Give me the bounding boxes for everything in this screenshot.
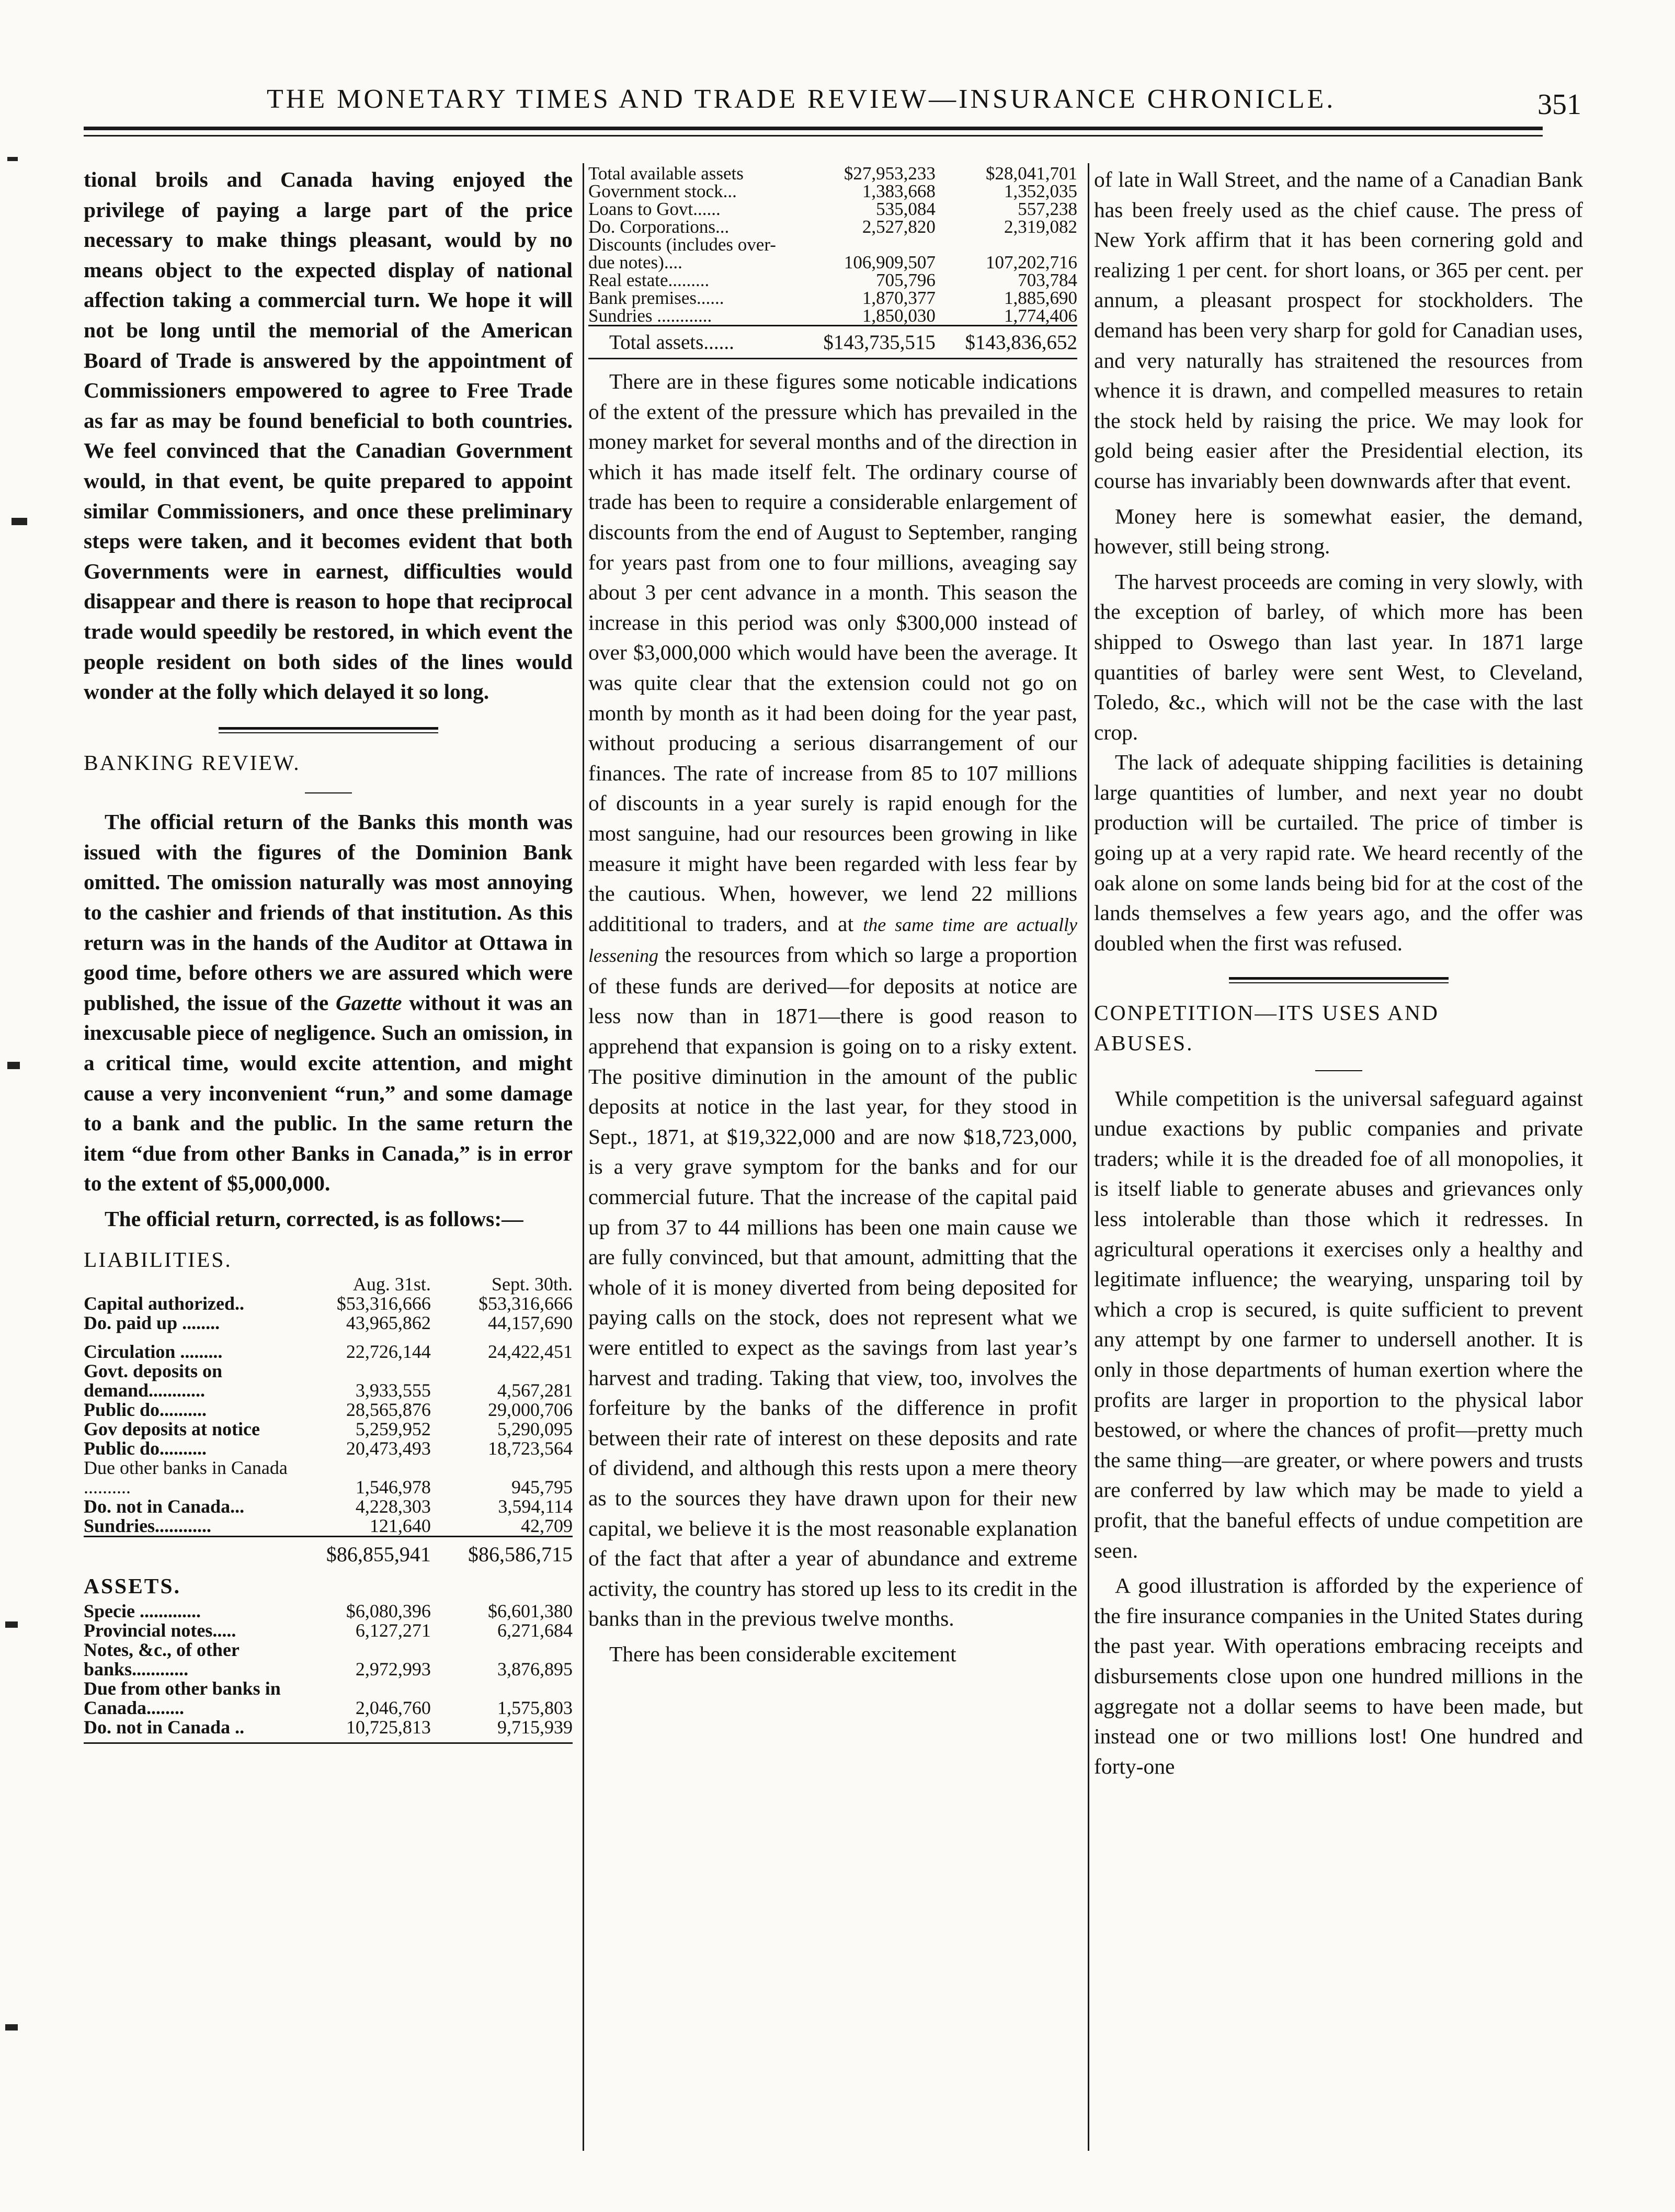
row-label: Real estate.........	[588, 270, 710, 290]
table-row	[588, 200, 1077, 218]
column-header: Aug. 31st.	[352, 1274, 431, 1295]
row-label: Bank premises......	[588, 288, 724, 308]
table-row	[84, 1439, 573, 1458]
section-rule	[1229, 977, 1449, 983]
row-label: Provincial notes.....	[84, 1619, 236, 1641]
paragraph: While competition is the universal safeguard against undue exactions by public companies and private traders; while it is the dreaded foe of all monopolies, it is itself liable to generate abuses and grievances only less intolerable than those which it redresses. In agricultural operations it exercises only a healthy and legitimate influence; the wearying, unsparing toil by which a crop is secured, is quite sufficient to prevent any attempt by one farmer to undersell another. It is only in those departments of human exertion where the profits are larger in proportion to the physical labor bestowed, or where the chances of profit—pretty much the same thing—are greater, or where powers and trusts are conferred by law which may be made to yield a profit, that the baneful effects of undue competition are seen.	[1094, 1086, 1583, 1562]
cell-sept: 18,723,564	[488, 1438, 573, 1459]
text-run: without it was an inexcusable piece of negligence. Such an omission, in a critical time, would excite attention, and might cause a very inconvenient “run,” and some damage to a bank and the public. In the same return the item “due from other Banks in Canada,” is in error to the extent of $5,000,000.	[84, 990, 573, 1196]
table-row	[84, 1718, 573, 1737]
text-run: the resources from which so large a proportion of these funds are derived—for deposits at notice are less now than in 1871—there is good reason to apprehend that expansion is going on to a risky extent. The positive diminution in the amount of the public deposits at notice in the last year, for they stood in Sept., 1871, at $19,322,000 and are now $18,723,000, is a very grave symptom for the banks and for our commercial future. That the increase of the capital paid up from 37 to 44 millions has been one main cause we are fully convinced, but that amount, admitting that the whole of it is money diverted from being deposited for paying calls on the stock, does not represent what we were entitled to expect as the savings from last year’s harvest and trading. Taking that view, too, involves the forfeiture by the banks of the difference in profit between their rate of interest on these deposits and rate of dividend, and although this rests upon a mere theory as to the sources they have drawn upon for their new capital, we believe it is the most reasonable explanation of the fact that after a year of abundance and extreme activity, the country has stored up less to its credit in the banks than in the previous twelve months.	[588, 943, 1078, 1631]
row-label: Specie .............	[84, 1600, 201, 1621]
paragraph	[588, 367, 1077, 1634]
total-row	[84, 1537, 573, 1564]
column-header: Sept. 30th.	[491, 1274, 573, 1295]
row-label: Public do..........	[84, 1438, 207, 1459]
table-row	[588, 165, 1077, 183]
paragraph: A good illustration is afforded by the experience of the fire insurance companies in the United States during the past year. With operations embracing receipts and disbursements close upon one hundred millions in the aggregate not a dollar seems to have been made, but instead one or two millions lost! One hundred and forty-one	[1094, 1573, 1583, 1778]
section-heading: BANKING REVIEW.	[84, 750, 301, 775]
paragraph: tional broils and Canada having enjoyed the privilege of paying a large part of the price necessary to make things pleasant, would by no means object to the expected display of national affection taking a commercial turn. We hope it will not be long until the memorial of the American Board of Trade is answered by the appointment of Commissioners empowered to agree to Free Trade as far as may be found beneficial to both countries. We feel convinced that the Canadian Government would, in that event, be quite prepared to appoint similar Commissioners, and once these preliminary steps were taken, and it becomes evident that both Governments were in earnest, difficulties would disappear and there is reason to hope that reciprocal trade would speedily be restored, in which event the people resident on both sides of the lines would wonder at the folly which delayed it so long.	[84, 167, 573, 704]
margin-mark	[12, 518, 27, 525]
cell-sept: $6,601,380	[488, 1600, 573, 1621]
cell-sept: $53,316,666	[478, 1293, 573, 1314]
cell-aug: 2,972,993	[355, 1658, 431, 1680]
assets-continued-table	[588, 163, 1077, 354]
cell-sept: 1,575,803	[497, 1697, 573, 1718]
cell-sept: 703,784	[1018, 270, 1077, 290]
cell-sept: 29,000,706	[488, 1399, 573, 1421]
row-label: Total available assets	[588, 163, 744, 184]
cell-sept: 107,202,716	[986, 252, 1077, 273]
cell-aug: 3,933,555	[355, 1380, 431, 1401]
row-label: Gov deposits at notice	[84, 1419, 260, 1440]
total-aug: $86,855,941	[294, 1537, 431, 1564]
table-row	[588, 307, 1077, 326]
margin-mark	[5, 1621, 18, 1628]
cell-sept: 44,157,690	[488, 1312, 573, 1334]
paragraph: The lack of adequate shipping facilities is detaining large quantities of lumber, and next year no doubt production will be curtailed. The price of timber is going up at a very rapid rate. We heard recently of the oak alone on some lands being bid for at the cost of the lands themselves a few years ago, and the offer was doubled when the first was refused.	[1094, 750, 1583, 955]
table-row	[84, 1313, 573, 1333]
page-number: 351	[1537, 88, 1581, 121]
cell-aug: 1,850,030	[862, 305, 936, 326]
cell-aug: 2,046,760	[355, 1697, 431, 1718]
italic-phrase: the same time are actually lessening	[588, 914, 1078, 967]
paragraph: The harvest proceeds are coming in very slowly, with the exception of barley, of which more has been shipped to Oswego than last year. In 1871 large quantities of barley were sent West, to Cleveland, Toledo, &c., which will not be the case with the last crop.	[1094, 569, 1583, 744]
row-label: Do. not in Canada ..	[84, 1716, 245, 1738]
section-rule	[219, 727, 438, 733]
cell-aug: 106,909,507	[844, 252, 936, 273]
cell-sept: 24,422,451	[488, 1341, 573, 1363]
table-row	[84, 1333, 573, 1362]
table-row	[84, 1640, 573, 1679]
cell-sept: $28,041,701	[986, 163, 1077, 184]
cell-sept: 945,795	[511, 1477, 573, 1498]
cell-sept: 3,876,895	[497, 1658, 573, 1680]
table-row	[588, 183, 1077, 200]
paragraph	[84, 807, 573, 1199]
column-rule	[1088, 163, 1089, 2151]
section-heading: CONPETITION—ITS USES AND	[1094, 1001, 1439, 1025]
running-head: THE MONETARY TIMES AND TRADE REVIEW—INSURANCE CHRONICLE.	[267, 84, 1336, 114]
paragraph: Money here is somewhat easier, the demand, however, still being strong.	[1094, 504, 1583, 559]
row-label: Circulation .........	[84, 1341, 223, 1363]
paragraph: of late in Wall Street, and the name of a Canadian Bank has been freely used as the chief cause. The press of New York affirm that it has been cornering gold and realizing 1 per cent. for short loans, or 365 per cent. per annum, a pleasant prospect for stockholders. The demand has been very sharp for gold for Canadian uses, and very naturally has straitened the resources from whence it is drawn, and compelled measures to retain the stock held by raising the price. We may look for gold being easier after the Presidential election, its course has invariably been downwards after that event.	[1094, 167, 1583, 493]
total-row	[588, 326, 1077, 352]
cell-sept: 557,238	[1018, 199, 1077, 219]
row-label: Do. paid up ........	[84, 1312, 220, 1334]
liabilities-table	[84, 1274, 573, 1567]
cell-aug: 1,383,668	[862, 181, 936, 201]
table-row	[84, 1679, 573, 1718]
margin-mark	[7, 157, 18, 161]
paragraph: The official return, corrected, is as follows:—	[105, 1207, 523, 1231]
header-rule-thick	[84, 127, 1543, 130]
cell-sept: 1,352,035	[1004, 181, 1077, 201]
cell-sept: 6,271,684	[497, 1619, 573, 1641]
cell-sept: 5,290,095	[497, 1419, 573, 1440]
cell-aug: $53,316,666	[336, 1293, 431, 1314]
row-label: Public do..........	[84, 1399, 207, 1421]
table-row	[84, 1294, 573, 1313]
liabilities-heading: LIABILITIES.	[84, 1247, 232, 1272]
row-label: Due other banks in Canada ..........	[84, 1457, 288, 1498]
column-2	[588, 165, 1077, 1670]
assets-table	[84, 1602, 573, 1737]
cell-sept: 3,594,114	[498, 1496, 573, 1517]
cell-aug: 4,228,303	[355, 1496, 431, 1517]
text-run: The official return of the Banks this month was issued with the figures of the Dominion Bank omitted. The omission naturally was most annoying to the cashier and friends of that institution. As this return was in the hands of the Auditor at Ottawa in good time, before others we are assured which were published, the issue of the	[84, 810, 573, 1015]
table-row	[84, 1362, 573, 1400]
text-run: There are in these figures some noticable indications of the extent of the pressure which has prevailed in the money market for several months and of the direction in which it has made itself felt. The ordinary course of trade has been to require a considerable enlargement of discounts from the end of August to September, ranging for years past from one to four millions, aveaging say about 3 per cent advance in a month. This season the increase in this period was only $300,000 instead of over $3,000,000 which would have been the average. It was quite clear that the extension could not go on month by month as it had been doing for the year past, without producing a serious disarrangement of our finances. The rate of increase from 85 to 107 millions of discounts in a year surely is rapid enough for the most sanguine, had our resources been growing in like measure it might have been regarded with less fear by the cautious. When, however, we lend 22 millions addititional to traders, and at	[588, 369, 1077, 936]
cell-aug: 705,796	[876, 270, 936, 290]
row-label: Sundries............	[84, 1515, 212, 1537]
cell-aug: $6,080,396	[346, 1600, 431, 1621]
section-heading: ABUSES.	[1094, 1031, 1194, 1056]
table-row	[84, 1458, 573, 1497]
total-sept: $86,586,715	[431, 1537, 573, 1564]
assets-heading: ASSETS.	[84, 1574, 181, 1598]
margin-mark	[5, 2024, 18, 2030]
cell-sept: 1,885,690	[1004, 288, 1077, 308]
total-label: Total assets......	[588, 326, 799, 352]
cell-aug: $27,953,233	[844, 163, 936, 184]
column-1	[84, 165, 573, 1744]
cell-sept: 4,567,281	[497, 1380, 573, 1401]
cell-sept: 42,709	[521, 1515, 573, 1537]
table-row	[84, 1420, 573, 1439]
cell-aug: 1,546,978	[355, 1477, 431, 1498]
table-row	[84, 1497, 573, 1516]
margin-mark	[7, 1062, 20, 1069]
row-label: Sundries ............	[588, 305, 712, 326]
row-label: Government stock...	[588, 181, 737, 201]
cell-sept: 2,319,082	[1004, 217, 1077, 237]
cell-aug: 10,725,813	[346, 1716, 431, 1738]
row-label: Do. Corporations...	[588, 217, 730, 237]
column-3	[1094, 165, 1583, 1782]
cell-aug: 6,127,271	[355, 1619, 431, 1641]
cell-aug: 5,259,952	[355, 1419, 431, 1440]
table-row	[84, 1602, 573, 1621]
row-label: Govt. deposits on demand............	[84, 1360, 223, 1401]
table-end-rule	[84, 1742, 573, 1744]
cell-sept: 1,774,406	[1004, 305, 1077, 326]
cell-aug: 2,527,820	[862, 217, 936, 237]
row-label: Capital authorized..	[84, 1293, 245, 1314]
row-label: Notes, &c., of other banks............	[84, 1639, 240, 1680]
gazette-title: Gazette	[335, 990, 402, 1015]
table-row	[588, 236, 1077, 271]
cell-aug: 43,965,862	[346, 1312, 431, 1334]
table-row	[84, 1400, 573, 1420]
cell-aug: 28,565,876	[346, 1399, 431, 1421]
row-label: Discounts (includes over-due notes)....	[588, 234, 776, 273]
row-label: Due from other banks in Canada........	[84, 1677, 281, 1718]
cell-aug: 121,640	[369, 1515, 431, 1537]
cell-aug: 535,084	[876, 199, 936, 219]
cell-aug: 20,473,493	[346, 1438, 431, 1459]
total-sept: $143,836,652	[936, 326, 1077, 352]
row-label: Loans to Govt......	[588, 199, 721, 219]
table-row	[588, 289, 1077, 307]
row-label: Do. not in Canada...	[84, 1496, 245, 1517]
total-aug: $143,735,515	[799, 326, 936, 352]
table-row	[588, 271, 1077, 289]
paragraph: There has been considerable excitement	[609, 1641, 956, 1666]
column-rule	[583, 163, 584, 2151]
cell-aug: 1,870,377	[862, 288, 936, 308]
cell-aug: 22,726,144	[346, 1341, 431, 1363]
cell-sept: 9,715,939	[497, 1716, 573, 1738]
table-row	[588, 218, 1077, 236]
table-end-rule	[588, 358, 1077, 359]
table-row	[84, 1621, 573, 1640]
table-row	[84, 1516, 573, 1537]
header-rule-thin	[84, 135, 1543, 137]
